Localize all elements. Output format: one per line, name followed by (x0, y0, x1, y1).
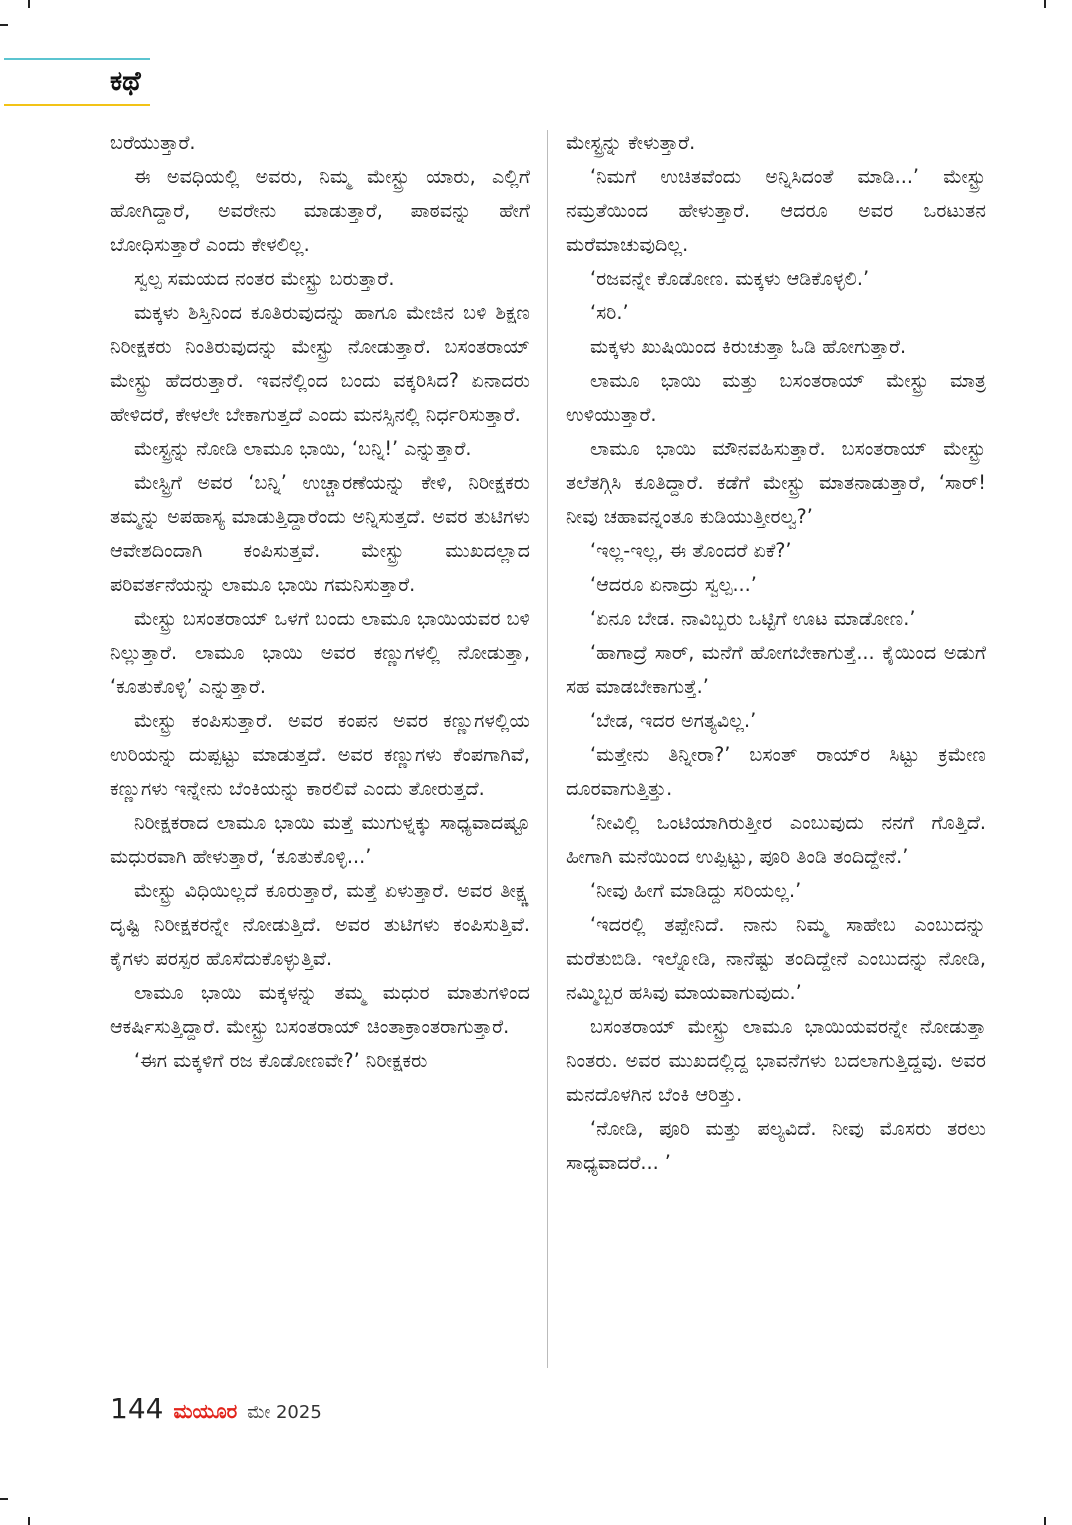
column-divider (547, 130, 548, 1368)
paragraph: ಮಕ್ಕಳು ಶಿಸ್ತಿನಿಂದ ಕೂತಿರುವುದನ್ನು ಹಾಗೂ ಮೇಜಿನ ಬಳಿ ಶಿಕ್ಷಣ ನಿರೀಕ್ಷಕರು ನಿಂತಿರುವುದನ್ನು ಮೇಸ್ಟ್ರು ನೋಡುತ್ತಾರೆ. ಬಸಂತರಾಯ್ ಮೇಸ್ಟ್ರು ಹೆದರುತ್ತಾರೆ. ಇವನೆಲ್ಲಿಂದ ಬಂದು ವಕ್ಕರಿಸಿದ? ಏನಾದರು ಹೇಳಿದರೆ, ಕೇಳಲೇ ಬೇಕಾಗುತ್ತದೆ ಎಂದು ಮನಸ್ಸಿನಲ್ಲಿ ನಿರ್ಧರಿಸುತ್ತಾರೆ. (110, 301, 530, 426)
paragraph: ‘ಆದರೂ ಏನಾದ್ರು ಸ್ವಲ್ಪ...’ (590, 573, 757, 596)
paragraph: ಮೇಸ್ಟ್ರಿಗೆ ಅವರ ‘ಬನ್ನಿ’ ಉಚ್ಚಾರಣೆಯನ್ನು ಕೇಳಿ, ನಿರೀಕ್ಷಕರು ತಮ್ಮನ್ನು ಅಪಹಾಸ್ಯ ಮಾಡುತ್ತಿದ್ದಾರೆಂದು ಅನ್ನಿಸುತ್ತದೆ. ಅವರ ತುಟಿಗಳು ಆವೇಶದಿಂದಾಗಿ ಕಂಪಿಸುತ್ತವೆ. ಮೇಸ್ಟ್ರು ಮುಖದಲ್ಲಾದ ಪರಿವರ್ತನೆಯನ್ನು ಲಾಮೂ ಭಾಯಿ ಗಮನಿಸುತ್ತಾರೆ. (110, 471, 530, 596)
section-rule-bottom (4, 104, 150, 106)
section-title: ಕಥೆ (110, 66, 141, 97)
paragraph: ‘ಇದರಲ್ಲಿ ತಪ್ಪೇನಿದೆ. ನಾನು ನಿಮ್ಮ ಸಾಹೇಬ ಎಂಬುದನ್ನು ಮರೆತುಬಿಡಿ. ಇಲ್ನೋಡಿ, ನಾನೆಷ್ಟು ತಂದಿದ್ದೇನೆ ಎಂಬುದನ್ನು ನೋಡಿ, ನಮ್ಮಿಬ್ಬರ ಹಸಿವು ಮಾಯವಾಗುವುದು.’ (566, 913, 986, 1004)
paragraph: ‘ಇಲ್ಲ-ಇಲ್ಲ, ಈ ತೊಂದರೆ ಏಕೆ?’ (590, 539, 792, 562)
paragraph: ಮೇಸ್ಟ್ರು ಬಸಂತರಾಯ್ ಒಳಗೆ ಬಂದು ಲಾಮೂ ಭಾಯಿಯವರ ಬಳಿ ನಿಲ್ಲುತ್ತಾರೆ. ಲಾಮೂ ಭಾಯಿ ಅವರ ಕಣ್ಣುಗಳಲ್ಲಿ ನೋಡುತ್ತಾ, ‘ಕೂತುಕೊಳ್ಳಿ’ ಎನ್ನುತ್ತಾರೆ. (110, 607, 531, 698)
paragraph: ಈ ಅವಧಿಯಲ್ಲಿ ಅವರು, ನಿಮ್ಮ ಮೇಸ್ಟ್ರು ಯಾರು, ಎಲ್ಲಿಗೆ ಹೋಗಿದ್ದಾರೆ, ಅವರೇನು ಮಾಡುತ್ತಾರೆ, ಪಾಠವನ್ನು ಹೇಗೆ ಬೋಧಿಸುತ್ತಾರೆ ಎಂದು ಕೇಳಲಿಲ್ಲ. (110, 165, 530, 256)
crop-mark (1044, 1517, 1046, 1525)
paragraph: ‘ರಜವನ್ನೇ ಕೊಡೋಣ. ಮಕ್ಕಳು ಆಡಿಕೊಳ್ಳಲಿ.’ (590, 267, 870, 290)
paragraph: ಲಾಮೂ ಭಾಯಿ ಮೌನವಹಿಸುತ್ತಾರೆ. ಬಸಂತರಾಯ್ ಮೇಸ್ಟ್ರು ತಲೆತಗ್ಗಿಸಿ ಕೂತಿದ್ದಾರೆ. ಕಡೆಗೆ ಮೇಸ್ಟ್ರು ಮಾತನಾಡುತ್ತಾರೆ, ‘ಸಾರ್! ನೀವು ಚಹಾವನ್ನಂತೂ ಕುಡಿಯುತ್ತೀರಲ್ವ?’ (566, 437, 986, 528)
paragraph: ‘ಹಾಗಾದ್ರೆ ಸಾರ್, ಮನೆಗೆ ಹೋಗಬೇಕಾಗುತ್ತೆ... ಕೈಯಿಂದ ಅಡುಗೆ ಸಹ ಮಾಡಬೇಕಾಗುತ್ತೆ.’ (566, 641, 986, 698)
paragraph: ಬರೆಯುತ್ತಾರೆ. (110, 131, 196, 154)
crop-mark (28, 1517, 30, 1525)
page-number: 144 (110, 1392, 164, 1425)
issue-date: ಮೇ 2025 (247, 1402, 322, 1423)
crop-mark (0, 24, 8, 26)
paragraph: ಲಾಮೂ ಭಾಯಿ ಮತ್ತು ಬಸಂತರಾಯ್ ಮೇಸ್ಟ್ರು ಮಾತ್ರ ಉಳಿಯುತ್ತಾರೆ. (566, 369, 986, 426)
paragraph: ‘ನೋಡಿ, ಪೂರಿ ಮತ್ತು ಪಲ್ಯವಿದೆ. ನೀವು ಮೊಸರು ತರಲು ಸಾಧ್ಯವಾದರೆ... ’ (566, 1117, 986, 1174)
crop-mark (1044, 0, 1046, 8)
paragraph: ‘ನಿಮಗೆ ಉಚಿತವೆಂದು ಅನ್ನಿಸಿದಂತೆ ಮಾಡಿ...’ ಮೇಸ್ಟ್ರು ನಮ್ರತೆಯಿಂದ ಹೇಳುತ್ತಾರೆ. ಆದರೂ ಅವರ ಒರಟುತನ ಮರೆಮಾಚುವುದಿಲ್ಲ. (566, 165, 986, 256)
paragraph: ‘ನೀವಿಲ್ಲಿ ಒಂಟಿಯಾಗಿರುತ್ತೀರ ಎಂಬುವುದು ನನಗೆ ಗೊತ್ತಿದೆ. ಹೀಗಾಗಿ ಮನೆಯಿಂದ ಉಪ್ಪಿಟ್ಟು, ಪೂರಿ ತಿಂಡಿ ತಂದಿದ್ದೇನೆ.’ (566, 811, 986, 868)
right-column (566, 126, 986, 1180)
paragraph: ‘ಬೇಡ, ಇದರ ಅಗತ್ಯವಿಲ್ಲ.’ (590, 709, 757, 732)
paragraph: ಬಸಂತರಾಯ್ ಮೇಸ್ಟ್ರು ಲಾಮೂ ಭಾಯಿಯವರನ್ನೇ ನೋಡುತ್ತಾ ನಿಂತರು. ಅವರ ಮುಖದಲ್ಲಿದ್ದ ಭಾವನೆಗಳು ಬದಲಾಗುತ್ತಿದ್ದವು. ಅವರ ಮನದೊಳಗಿನ ಬೆಂಕಿ ಆರಿತ್ತು. (566, 1015, 986, 1106)
page-footer (110, 1392, 322, 1432)
paragraph: ‘ಮತ್ತೇನು ತಿನ್ನೀರಾ?’ ಬಸಂತ್ ರಾಯ್‌ರ ಸಿಟ್ಟು ಕ್ರಮೇಣ ದೂರವಾಗುತ್ತಿತ್ತು. (566, 743, 986, 800)
section-rule-top (4, 58, 150, 60)
crop-mark (28, 0, 30, 8)
paragraph: ಲಾಮೂ ಭಾಯಿ ಮಕ್ಕಳನ್ನು ತಮ್ಮ ಮಧುರ ಮಾತುಗಳಿಂದ ಆಕರ್ಷಿಸುತ್ತಿದ್ದಾರೆ. ಮೇಸ್ಟ್ರು ಬಸಂತರಾಯ್ ಚಿಂತಾಕ್ರಾಂತರಾಗುತ್ತಾರೆ. (110, 981, 530, 1038)
crop-mark (0, 1498, 8, 1500)
paragraph: ಮೇಸ್ಟ್ರನ್ನು ಕೇಳುತ್ತಾರೆ. (566, 131, 696, 154)
paragraph: ‘ಏನೂ ಬೇಡ. ನಾವಿಬ್ಬರು ಒಟ್ಟಿಗೆ ಊಟ ಮಾಡೋಣ.’ (590, 607, 916, 630)
paragraph: ಮೇಸ್ಟ್ರನ್ನು ನೋಡಿ ಲಾಮೂ ಭಾಯಿ, ‘ಬನ್ನಿ!’ ಎನ್ನುತ್ತಾರೆ. (134, 437, 472, 460)
paragraph: ಮಕ್ಕಳು ಖುಷಿಯಿಂದ ಕಿರುಚುತ್ತಾ ಓಡಿ ಹೋಗುತ್ತಾರೆ. (590, 335, 907, 358)
paragraph: ಮೇಸ್ಟ್ರು ಕಂಪಿಸುತ್ತಾರೆ. ಅವರ ಕಂಪನ ಅವರ ಕಣ್ಣುಗಳಲ್ಲಿಯ ಉರಿಯನ್ನು ದುಪ್ಪಟ್ಟು ಮಾಡುತ್ತದೆ. ಅವರ ಕಣ್ಣುಗಳು ಕೆಂಪಗಾಗಿವೆ, ಕಣ್ಣುಗಳು ಇನ್ನೇನು ಬೆಂಕಿಯನ್ನು ಕಾರಲಿವೆ ಎಂದು ತೋರುತ್ತದೆ. (110, 709, 530, 800)
paragraph: ಸ್ವಲ್ಪ ಸಮಯದ ನಂತರ ಮೇಸ್ಟ್ರು ಬರುತ್ತಾರೆ. (134, 267, 395, 290)
paragraph: ‘ಈಗ ಮಕ್ಕಳಿಗೆ ರಜ ಕೊಡೋಣವೇ?’ ನಿರೀಕ್ಷಕರು (134, 1049, 428, 1072)
paragraph: ಮೇಸ್ಟ್ರು ವಿಧಿಯಿಲ್ಲದೆ ಕೂರುತ್ತಾರೆ, ಮತ್ತೆ ಏಳುತ್ತಾರೆ. ಅವರ ತೀಕ್ಷ್ಣ ದೃಷ್ಟಿ ನಿರೀಕ್ಷಕರನ್ನೇ ನೋಡುತ್ತಿದೆ. ಅವರ ತುಟಿಗಳು ಕಂಪಿಸುತ್ತಿವೆ. ಕೈಗಳು ಪರಸ್ಪರ ಹೊಸೆದುಕೊಳ್ಳುತ್ತಿವೆ. (110, 879, 530, 970)
section-header (0, 58, 150, 110)
left-column (110, 126, 530, 1078)
paragraph: ನಿರೀಕ್ಷಕರಾದ ಲಾಮೂ ಭಾಯಿ ಮತ್ತೆ ಮುಗುಳ್ನಕ್ಕು ಸಾಧ್ಯವಾದಷ್ಟೂ ಮಧುರವಾಗಿ ಹೇಳುತ್ತಾರೆ, ‘ಕೂತುಕೊಳ್ಳಿ...’ (110, 811, 530, 868)
paragraph: ‘ಸರಿ.’ (590, 301, 629, 324)
paragraph: ‘ನೀವು ಹೀಗೆ ಮಾಡಿದ್ದು ಸರಿಯಲ್ಲ.’ (590, 879, 802, 902)
magazine-logo: ಮಯೂರ (173, 1399, 238, 1423)
